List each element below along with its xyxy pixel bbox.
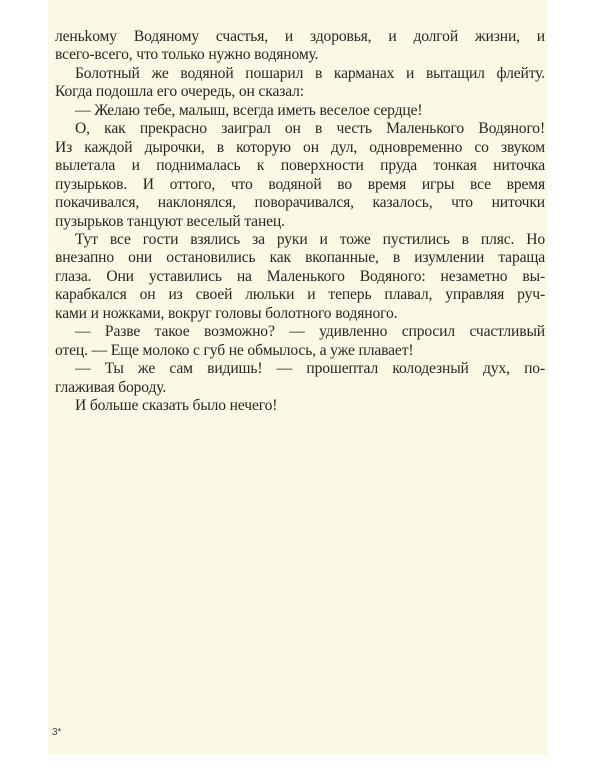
text-line: леньkому Водяному счастья, и здоровья, и долгой жизни, и [55, 28, 545, 45]
text-line: глаживая бороду. [55, 378, 167, 396]
text-line: ками и ножками, вокруг головы болотного водяного. [55, 304, 398, 322]
text-line: — Разве такое возможно? — удивленно спросил счастливый [75, 323, 545, 341]
text-line: всего-всего, что только нужно водяному. [55, 46, 319, 64]
text-line: покачивался, наклонялся, поворачивался, казалось, что ниточки [55, 194, 545, 212]
text-line: вылетала и поднималась к поверхности пруда тонкая ниточка [55, 157, 545, 175]
text-line: — Желаю тебе, малыш, всегда иметь веселое сердце! [75, 101, 423, 119]
text-line: Когда подошла его очередь, он сказал: [55, 83, 304, 101]
text-line: Из каждой дырочки, в которую он дул, одновременно со звуком [55, 138, 545, 156]
text-line: О, как прекрасно заиграл он в честь Маленького Водяного! [75, 120, 545, 138]
text-line: Болотный же водяной пошарил в карманах и вытащил флейту. [75, 64, 545, 82]
body-text [55, 28, 545, 416]
text-line: отец. — Еще молоко с губ не обмылось, а уже плавает! [55, 341, 414, 359]
text-line: пузырьков. И оттого, что водяной во время игры все время [55, 175, 545, 193]
text-line: внезапно они остановились как вкопанные, в изумлении тараща [55, 249, 545, 267]
text-line: — Ты же сам видишь! — прошептал колодезный дух, по- [75, 360, 545, 378]
text-line: И больше сказать было нечего! [75, 397, 278, 415]
text-line: Тут все гости взялись за руки и тоже пустились в пляс. Но [75, 230, 545, 248]
text-line: пузырьков танцуют веселый танец. [55, 212, 285, 230]
text-line: глаза. Они уставились на Маленького Водяного: незаметно вы- [55, 267, 545, 285]
signature-mark: 3* [52, 727, 62, 738]
text-line: карабкался он из своей люльки и теперь плавал, управляя руч- [55, 286, 545, 304]
